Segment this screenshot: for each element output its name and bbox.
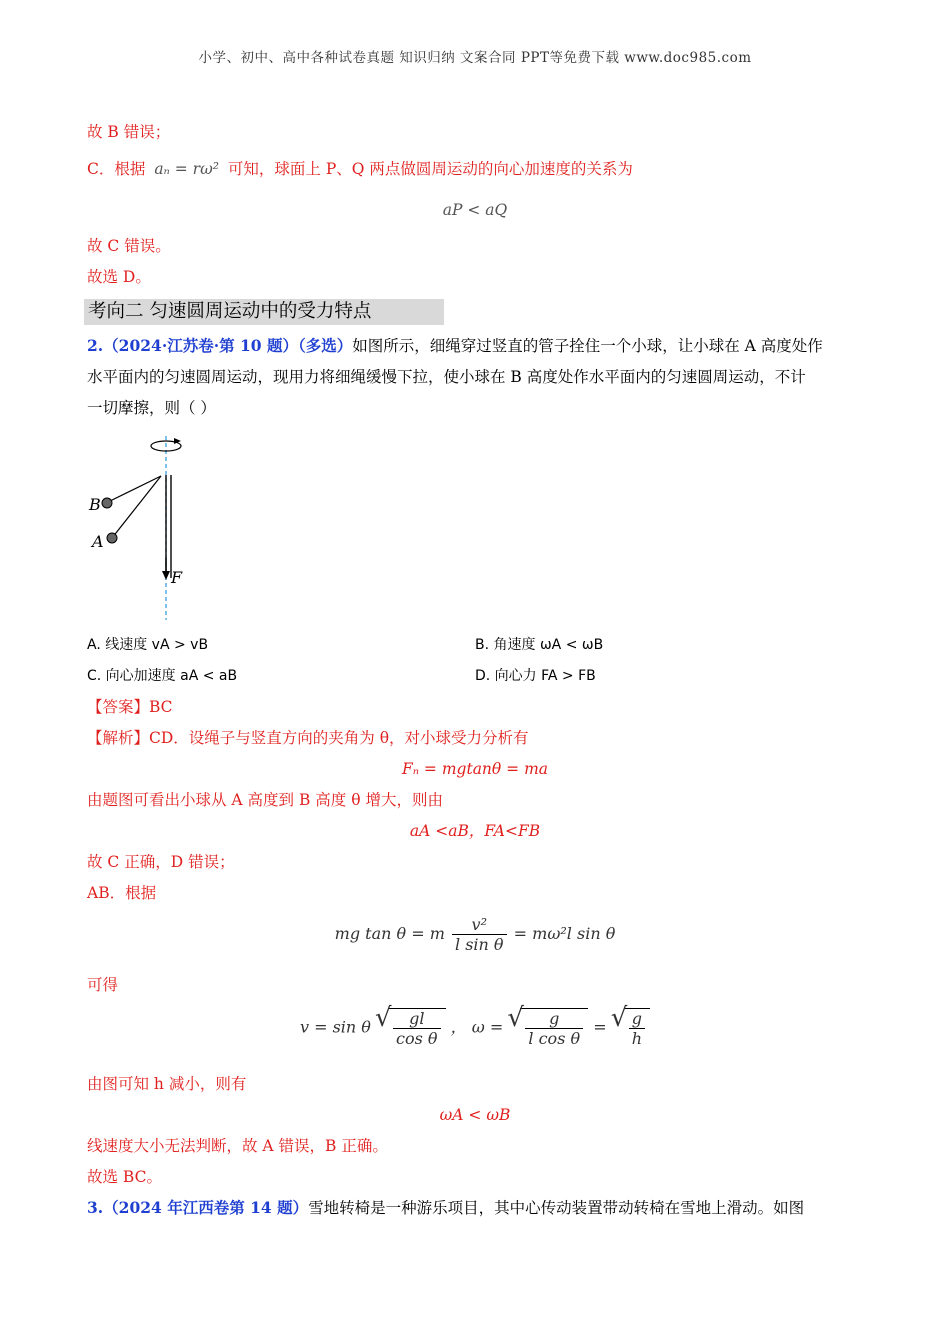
equation-omega: ωA < ωB [439, 1106, 511, 1124]
equation-v-omega [0, 1008, 950, 1048]
eq4-eq: = [593, 1017, 607, 1037]
q3-source: 3.（2024 年江西卷第 14 题） [87, 1198, 309, 1217]
formula-an: aₙ = rω² [154, 160, 219, 178]
string-to-a [112, 476, 161, 538]
eq3-left: mg tan θ = m [334, 924, 445, 943]
ball-a [107, 533, 117, 543]
eq4-sqrt1 [388, 1008, 446, 1048]
label-f: F [171, 568, 183, 587]
string-to-b [108, 476, 161, 502]
line-choose-d: 故选 D。 [87, 268, 151, 286]
ball-b [102, 498, 112, 508]
line-c-wrong: 故 C 错误。 [87, 237, 171, 255]
force-arrow-icon [162, 571, 170, 580]
q3-line1 [87, 1197, 804, 1219]
section-heading: 考向二 匀速圆周运动中的受力特点 [84, 299, 444, 325]
q2-line2: 水平面内的匀速圆周运动，现用力将细绳缓慢下拉，使小球在 B 高度处作水平面内的匀速圆周运动，不计 [87, 368, 806, 386]
analysis-intro: 【解析】CD．设绳子与竖直方向的夹角为 θ，对小球受力分析有 [87, 729, 529, 747]
eq3-fraction [452, 915, 507, 954]
equation-a-f: aA <aB，FA<FB [409, 822, 541, 840]
analysis-line7: 线速度大小无法判断，故 A 错误，B 正确。 [87, 1137, 388, 1155]
q2-text1: 如图所示，细绳穿过竖直的管子拴住一个小球，让小球在 A 高度处作 [352, 337, 823, 355]
label-b: B [89, 495, 101, 514]
q2-source: 2.（2024·江苏卷·第 10 题）（多选） [87, 336, 353, 355]
eq4-omega: ， ω = [450, 1017, 504, 1037]
relation-ap-aq: aP < aQ [442, 201, 508, 219]
analysis-line8: 故选 BC。 [87, 1168, 162, 1186]
line-c-pre: C．根据 [87, 160, 146, 178]
q2-line1 [87, 335, 823, 357]
q2-figure [86, 428, 206, 624]
option-b: B. 角速度 ωA < ωB [475, 637, 604, 653]
analysis-line4: AB．根据 [87, 884, 157, 902]
equation-tan [0, 915, 950, 954]
eq4-v: v = sin θ [299, 1017, 371, 1037]
eq4-num2: √ g [525, 1009, 583, 1029]
eq4-frac1 [393, 1009, 441, 1048]
analysis-line3: 故 C 正确，D 错误； [87, 853, 235, 871]
option-d: D. 向心力 FA > FB [475, 668, 596, 684]
label-a: A [92, 532, 104, 551]
eq4-den2: l cos θ [528, 1029, 581, 1048]
page-header: 小学、初中、高中各种试卷真题 知识归纳 文案合同 PPT等免费下载 www.doc985.com [198, 50, 752, 66]
analysis-line2: 由题图可看出小球从 A 高度到 B 高度 θ 增大，则由 [87, 791, 443, 809]
eq4-den1: cos θ [396, 1029, 438, 1048]
eq4-frac3 [629, 1009, 645, 1048]
eq4-sqrt2 [520, 1008, 588, 1048]
eq4-den3: h [631, 1029, 643, 1048]
option-c: C. 向心加速度 aA < aB [87, 668, 238, 684]
eq4-num1: √ gl [393, 1009, 441, 1029]
equation-fn: Fₙ = mgtanθ = ma [401, 760, 549, 778]
line-b-wrong: 故 B 错误； [87, 123, 171, 141]
line-c-reasoning [87, 158, 633, 180]
eq3-den: l sin θ [455, 935, 504, 954]
eq4-num3: √ g [629, 1009, 645, 1029]
option-a: A. 线速度 vA > vB [87, 637, 209, 653]
eq4-frac2 [525, 1009, 583, 1048]
eq3-right: = mω²l sin θ [513, 924, 616, 943]
eq3-num: v² [452, 915, 507, 935]
analysis-line6: 由图可知 h 减小，则有 [87, 1075, 247, 1093]
analysis-line5: 可得 [87, 976, 119, 994]
answer-label: 【答案】BC [87, 698, 173, 716]
line-c-post: 可知，球面上 P、Q 两点做圆周运动的向心加速度的关系为 [227, 160, 633, 178]
eq4-sqrt3 [624, 1008, 650, 1048]
q2-line3: 一切摩擦，则（ ） [87, 399, 216, 417]
q3-text: 雪地转椅是一种游乐项目，其中心传动装置带动转椅在雪地上滑动。如图 [308, 1199, 805, 1217]
